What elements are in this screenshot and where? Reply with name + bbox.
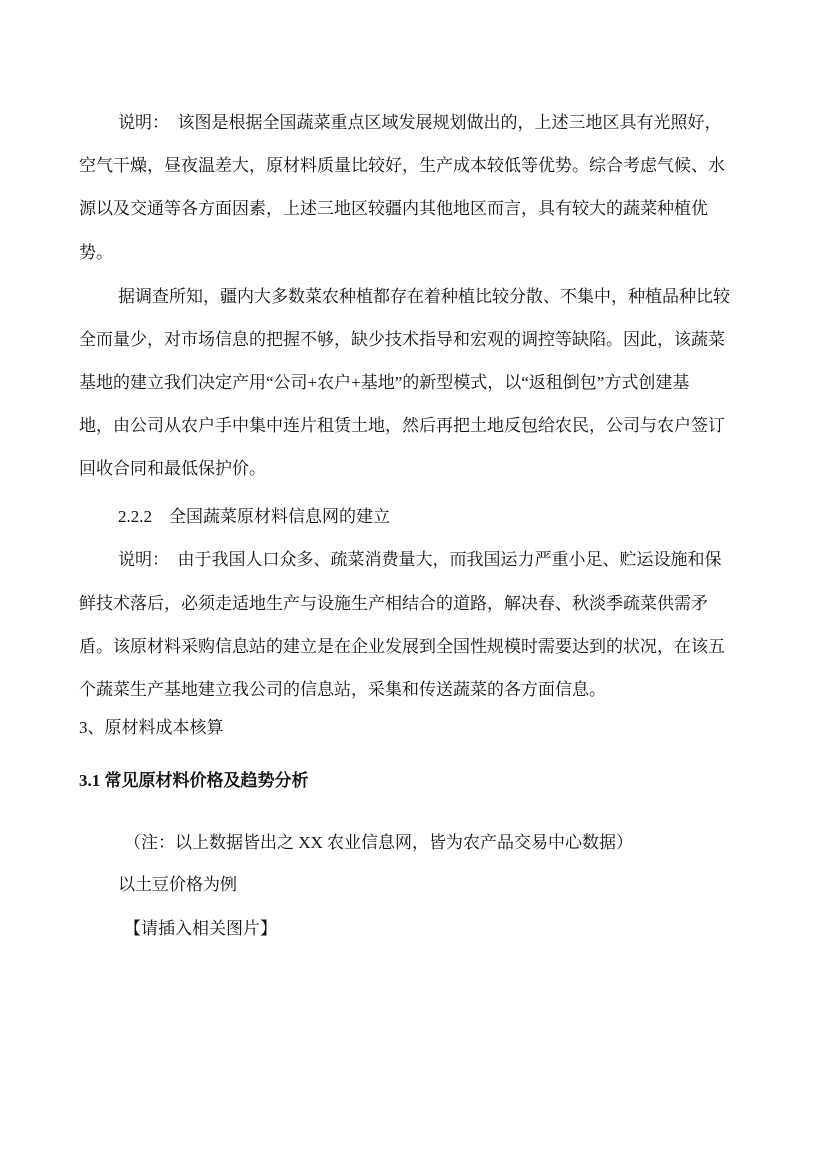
paragraph-line: 地，由公司从农户手中集中连片租赁土地，然后再把土地反包给农民，公司与农户签订 [79, 416, 725, 435]
image-placeholder-text: 【请插入相关图片】 [124, 919, 277, 938]
data-source-note: （注：以上数据皆出之 XX 农业信息网，皆为农产品交易中心数据） [124, 833, 634, 852]
paragraph-line: 源以及交通等各方面因素，上述三地区较疆内其他地区而言，具有较大的蔬菜种植优 [79, 199, 708, 218]
section-heading-3: 3、原材料成本核算 [79, 718, 224, 737]
paragraph-line: 个蔬菜生产基地建立我公司的信息站，采集和传送蔬菜的各方面信息。 [79, 680, 606, 699]
paragraph-line: 势。 [79, 243, 113, 262]
paragraph-line: 说明： 由于我国人口众多、疏菜消费量大，而我国运力严重小足、贮运设施和保 [118, 550, 722, 569]
paragraph-line: 回收合同和最低保护价。 [79, 459, 266, 478]
paragraph-line: 基地的建立我们决定产用“公司+农户+基地”的新型模式，以“返租倒包”方式创建基 [79, 373, 690, 392]
paragraph-line: 说明： 该图是根据全国蔬菜重点区域发展规划做出的，上述三地区具有光照好， [118, 113, 722, 132]
paragraph-line: 据调查所知，疆内大多数菜农种植都存在着种植比较分散、不集中，种植品种比较 [118, 287, 730, 306]
paragraph-line: 全而量少，对市场信息的把握不够，缺少技术指导和宏观的调控等缺陷。因此，该蔬菜 [79, 330, 725, 349]
section-heading-3-1: 3.1 常见原材料价格及趋势分析 [79, 771, 309, 790]
section-heading-2-2-2: 2.2.2 全国蔬菜原材料信息网的建立 [118, 507, 390, 526]
paragraph-line: 盾。该原材料采购信息站的建立是在企业发展到全国性规模时需要达到的状况，在该五 [79, 637, 725, 656]
paragraph-line: 空气干燥，昼夜温差大，原材料质量比较好，生产成本较低等优势。综合考虑气候、水 [79, 156, 725, 175]
paragraph-line: 鲜技术落后，必须走适地生产与设施生产相结合的道路，解决春、秋淡季疏菜供需矛 [79, 594, 708, 613]
example-text: 以土豆价格为例 [118, 875, 237, 894]
